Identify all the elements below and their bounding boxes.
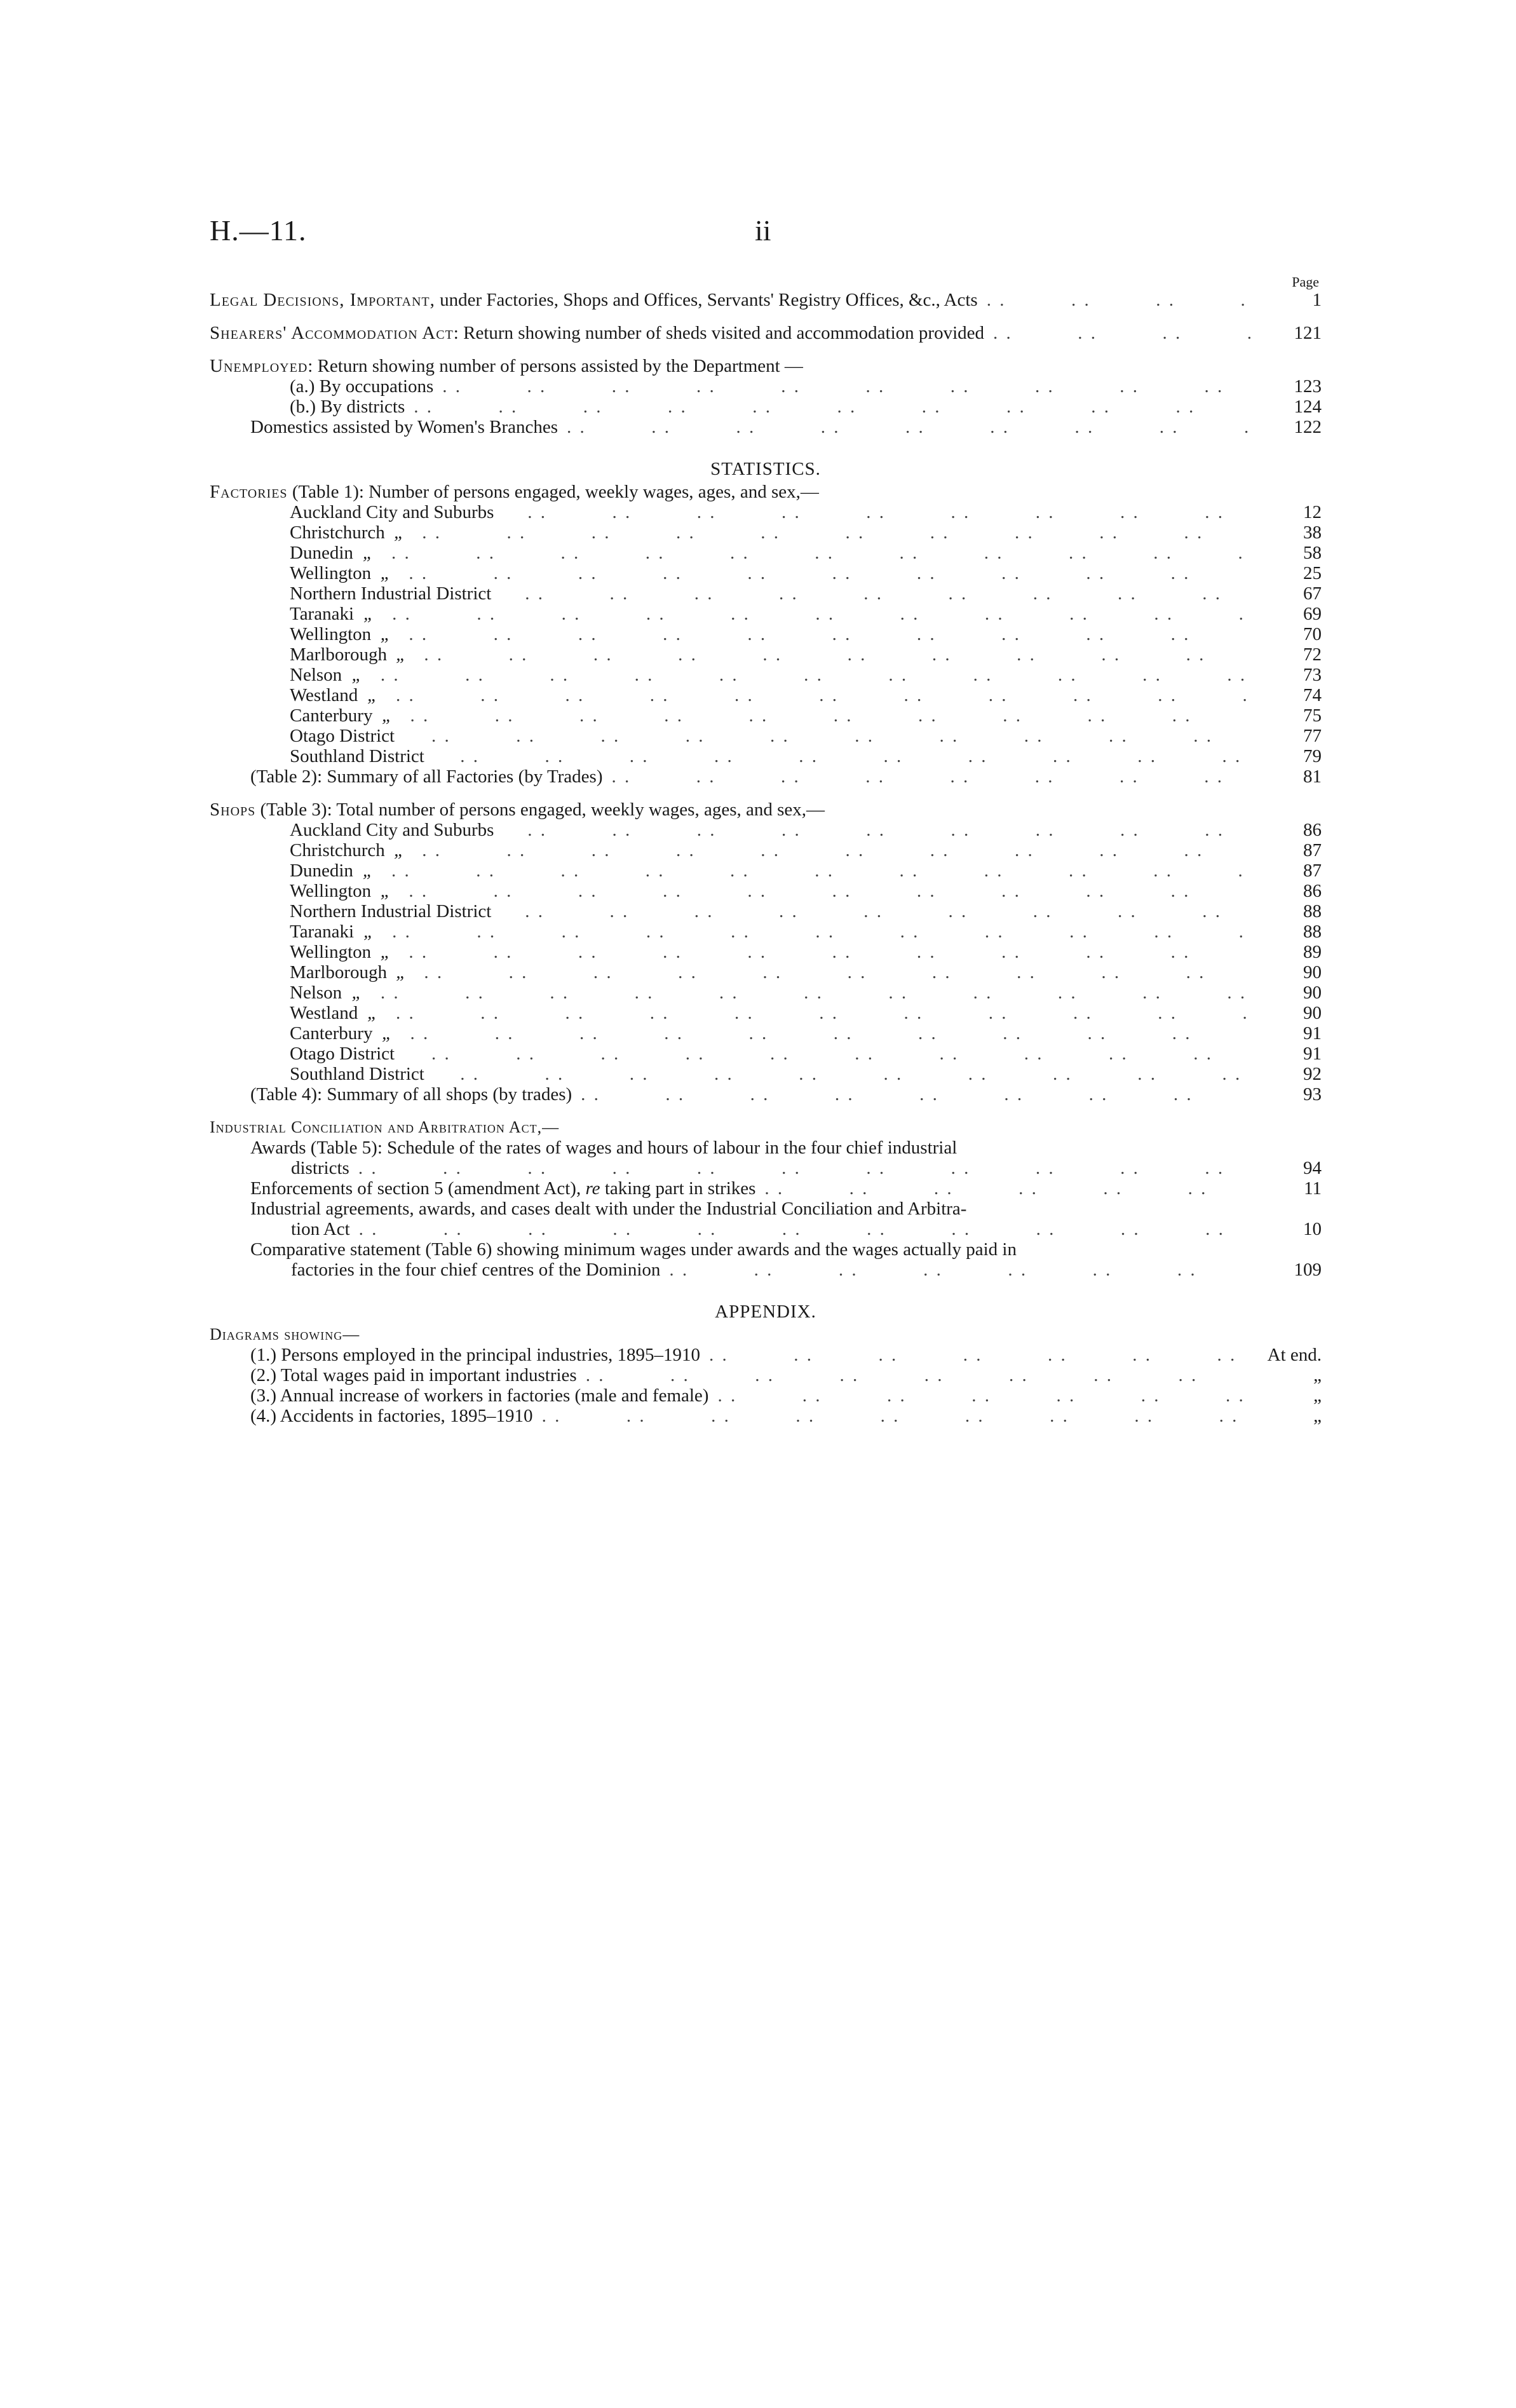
leader-dots: [400, 942, 1252, 962]
entry-page: 90: [1303, 983, 1322, 1003]
entry-label: Nelson: [290, 665, 342, 685]
toc-entry: [210, 522, 1322, 543]
toc-entry: [210, 583, 1322, 604]
toc-entry: [210, 624, 1322, 644]
entry-label: Northern Industrial District: [290, 901, 492, 922]
entry-label: Wellington: [290, 624, 372, 644]
entry-page: 58: [1303, 543, 1322, 563]
entry-label: Southland District: [290, 1064, 424, 1084]
ditto-mark: „: [362, 860, 373, 881]
entry-page: 1: [1312, 290, 1322, 310]
toc-entry: [210, 644, 1322, 665]
leader-dots: [382, 543, 1252, 563]
toc-entry: [210, 962, 1322, 983]
entry-page: 74: [1303, 685, 1322, 705]
toc-entry-comparative: Comparative statement (Table 6) showing minimum wages under awards and the wages actually paid in factories in the four chief centres of the Dominion . . 109: [210, 1239, 1322, 1280]
entry-page: 87: [1303, 860, 1322, 881]
toc-entry: [210, 922, 1322, 942]
leader-dots: [349, 1158, 1252, 1178]
entry-text: (Table 1): Number of persons engaged, weekly wages, ages, and sex,—: [287, 482, 819, 502]
toc-entry: [210, 502, 1322, 522]
toc-entry: (a.) By occupations . . 123: [210, 376, 1322, 397]
toc-heading-unemployed: [210, 356, 1322, 376]
section-title-statistics: STATISTICS.: [710, 459, 821, 479]
leader-dots: [423, 726, 1252, 746]
entry-page: 38: [1303, 522, 1322, 543]
leader-dots: [372, 983, 1252, 1003]
entry-title: Factories: [210, 482, 288, 502]
entry-page: 77: [1303, 726, 1322, 746]
entry-page: 67: [1303, 583, 1322, 604]
leader-dots: [984, 323, 1252, 343]
entry-page: „: [1313, 1385, 1322, 1406]
entry-label: Otago District: [290, 726, 395, 746]
entry-label: Otago District: [290, 1044, 395, 1064]
entry-label: Christchurch: [290, 522, 385, 543]
entry-label: Wellington: [290, 563, 372, 583]
leader-dots: [423, 1044, 1252, 1064]
entry-page: 90: [1303, 1003, 1322, 1023]
toc-entry: [210, 665, 1322, 685]
toc-entry: [210, 685, 1322, 705]
entry-text: : Return showing number of persons assisted by the Department —: [308, 356, 803, 376]
leader-dots: [415, 962, 1252, 983]
ditto-mark: „: [381, 1023, 393, 1044]
shops-list: [210, 820, 1322, 1084]
toc-entry: [210, 1365, 1322, 1385]
entry-label: (3.) Annual increase of workers in factories (male and female): [250, 1385, 709, 1406]
entry-label: Westland: [290, 1003, 358, 1023]
ditto-mark: „: [380, 881, 391, 901]
ditto-mark: „: [351, 665, 362, 685]
leader-dots: [433, 376, 1252, 397]
leader-dots: [400, 881, 1252, 901]
entry-page: 86: [1303, 820, 1322, 840]
toc-entry: [210, 942, 1322, 962]
toc-entry: [210, 1044, 1322, 1064]
toc-entry-enforcements: Enforcements of section 5 (amendment Act), re taking part in strikes . . 11: [210, 1178, 1322, 1199]
entry-page: 79: [1303, 746, 1322, 766]
toc-entry: [210, 840, 1322, 860]
entry-page: 91: [1303, 1023, 1322, 1044]
leader-dots: [451, 746, 1252, 766]
ditto-mark: „: [367, 685, 378, 705]
leader-dots: [558, 417, 1252, 437]
toc-entry: Domestics assisted by Women's Branches . . 122: [210, 417, 1322, 437]
leader-dots: [451, 1064, 1252, 1084]
leader-dots: [413, 522, 1252, 543]
toc-heading-arbitration: Industrial Conciliation and Arbitration Act,—: [210, 1118, 560, 1136]
ditto-mark: „: [380, 563, 391, 583]
entry-label: Dunedin: [290, 543, 353, 563]
leader-dots: [400, 624, 1252, 644]
entry-page: „: [1313, 1406, 1322, 1426]
entry-page: 72: [1303, 644, 1322, 665]
entry-page: 88: [1303, 901, 1322, 922]
entry-page: 90: [1303, 962, 1322, 983]
leader-dots: [387, 685, 1252, 705]
leader-dots: [415, 644, 1252, 665]
entry-page: At end.: [1267, 1345, 1322, 1365]
ditto-mark: „: [363, 604, 374, 624]
leader-dots: [350, 1219, 1252, 1239]
entry-label: Taranaki: [290, 604, 355, 624]
leader-dots: [372, 665, 1252, 685]
toc-entry: [210, 1385, 1322, 1406]
entry-label: (4.) Accidents in factories, 1895–1910: [250, 1406, 533, 1426]
toc-entry: [210, 901, 1322, 922]
entry-label: Auckland City and Suburbs: [290, 820, 494, 840]
leader-dots: [755, 1178, 1252, 1199]
leader-dots: [382, 860, 1252, 881]
ditto-mark: „: [351, 983, 362, 1003]
leader-dots: [518, 502, 1252, 522]
toc-entry: [210, 726, 1322, 746]
table-of-contents: [210, 275, 1322, 1426]
toc-entry: [210, 820, 1322, 840]
page-column-label: Page: [1292, 274, 1319, 290]
entry-label: Taranaki: [290, 922, 355, 942]
entry-label: Wellington: [290, 942, 372, 962]
toc-entry: [210, 746, 1322, 766]
toc-entry: [210, 1023, 1322, 1044]
factories-list: [210, 502, 1322, 766]
leader-dots: [518, 820, 1252, 840]
leader-dots: [405, 397, 1252, 417]
leader-dots: [387, 1003, 1252, 1023]
leader-dots: [413, 840, 1252, 860]
entry-label: Southland District: [290, 746, 424, 766]
entry-page: 89: [1303, 942, 1322, 962]
entry-label: Canterbury: [290, 1023, 373, 1044]
entry-page: 121: [1294, 323, 1322, 343]
leader-dots: [516, 583, 1252, 604]
entry-page: 73: [1303, 665, 1322, 685]
leader-dots: [708, 1385, 1252, 1406]
entry-text: : Return showing number of sheds visited and accommodation provided: [453, 323, 985, 343]
toc-entry-shops-summary: (Table 4): Summary of all shops (by trades) . . 93: [210, 1084, 1322, 1105]
toc-entry-agreements: Industrial agreements, awards, and cases dealt with under the Industrial Conciliation and Arbitra- tion Act . . 10: [210, 1199, 1322, 1239]
entry-label: Marlborough: [290, 962, 388, 983]
leader-dots: [533, 1406, 1252, 1426]
ditto-mark: „: [396, 644, 407, 665]
page-number: ii: [755, 214, 771, 247]
entry-title: Shearers' Accommodation Act: [210, 323, 454, 343]
ditto-mark: „: [393, 840, 405, 860]
document-reference: H.—11.: [210, 214, 307, 247]
toc-entry-shearers: [210, 323, 1322, 343]
entry-label: Canterbury: [290, 705, 373, 726]
leader-dots: [400, 563, 1252, 583]
entry-title: Unemployed: [210, 356, 308, 376]
entry-page: 86: [1303, 881, 1322, 901]
ditto-mark: „: [362, 543, 373, 563]
entry-label: Wellington: [290, 881, 372, 901]
entry-label: Dunedin: [290, 860, 353, 881]
toc-entry-awards: Awards (Table 5): Schedule of the rates of wages and hours of labour in the four chief industrial districts . . 94: [210, 1138, 1322, 1178]
entry-page: 88: [1303, 922, 1322, 942]
leader-dots: [603, 766, 1252, 787]
ditto-mark: „: [381, 705, 393, 726]
entry-label: Auckland City and Suburbs: [290, 502, 494, 522]
entry-title: Shops: [210, 799, 256, 820]
entry-page: 91: [1303, 1044, 1322, 1064]
entry-label: Nelson: [290, 983, 342, 1003]
toc-entry: [210, 860, 1322, 881]
toc-entry: [210, 1003, 1322, 1023]
toc-entry: (b.) By districts . . 124: [210, 397, 1322, 417]
leader-dots: [383, 922, 1252, 942]
toc-entry: [210, 983, 1322, 1003]
entry-page: 70: [1303, 624, 1322, 644]
entry-page: 75: [1303, 705, 1322, 726]
toc-entry: [210, 563, 1322, 583]
entry-page: „: [1313, 1365, 1322, 1385]
leader-dots: [660, 1260, 1252, 1280]
leader-dots: [572, 1084, 1252, 1105]
entry-label: Marlborough: [290, 644, 388, 665]
leader-dots: [402, 1023, 1252, 1044]
ditto-mark: „: [367, 1003, 378, 1023]
leader-dots: [516, 901, 1252, 922]
leader-dots: [402, 705, 1252, 726]
leader-dots: [700, 1345, 1252, 1365]
toc-heading-diagrams: Diagrams showing—: [210, 1325, 360, 1343]
entry-text: under Factories, Shops and Offices, Servants' Registry Offices, &c., Acts: [435, 290, 978, 310]
entry-text: (Table 3): Total number of persons engaged, weekly wages, ages, and sex,—: [255, 799, 825, 820]
entry-page: 69: [1303, 604, 1322, 624]
entry-page: 92: [1303, 1064, 1322, 1084]
leader-dots: [978, 290, 1252, 310]
toc-entry: [210, 1406, 1322, 1426]
toc-entry: [210, 1345, 1322, 1365]
ditto-mark: „: [393, 522, 405, 543]
entry-page: 12: [1303, 502, 1322, 522]
toc-entry: [210, 543, 1322, 563]
toc-heading-factories: [210, 482, 1322, 502]
toc-heading-shops: [210, 799, 1322, 820]
ditto-mark: „: [363, 922, 374, 942]
entry-page: 87: [1303, 840, 1322, 860]
ditto-mark: „: [380, 624, 391, 644]
toc-entry-legal-decisions: [210, 290, 1322, 310]
toc-entry-factories-summary: (Table 2): Summary of all Factories (by Trades) . . 81: [210, 766, 1322, 787]
entry-label: Northern Industrial District: [290, 583, 492, 604]
toc-entry: [210, 881, 1322, 901]
toc-entry: [210, 705, 1322, 726]
entry-page: 25: [1303, 563, 1322, 583]
ditto-mark: „: [396, 962, 407, 983]
entry-label: Westland: [290, 685, 358, 705]
entry-title: Legal Decisions, Important,: [210, 290, 435, 310]
leader-dots: [383, 604, 1252, 624]
section-title-appendix: APPENDIX.: [715, 1302, 816, 1322]
entry-label: (1.) Persons employed in the principal industries, 1895–1910: [250, 1345, 700, 1365]
ditto-mark: „: [380, 942, 391, 962]
appendix-list: [210, 1345, 1322, 1426]
leader-dots: [577, 1365, 1252, 1385]
entry-label: (2.) Total wages paid in important industries: [250, 1365, 577, 1385]
entry-label: Christchurch: [290, 840, 385, 860]
toc-entry: [210, 604, 1322, 624]
toc-entry: [210, 1064, 1322, 1084]
